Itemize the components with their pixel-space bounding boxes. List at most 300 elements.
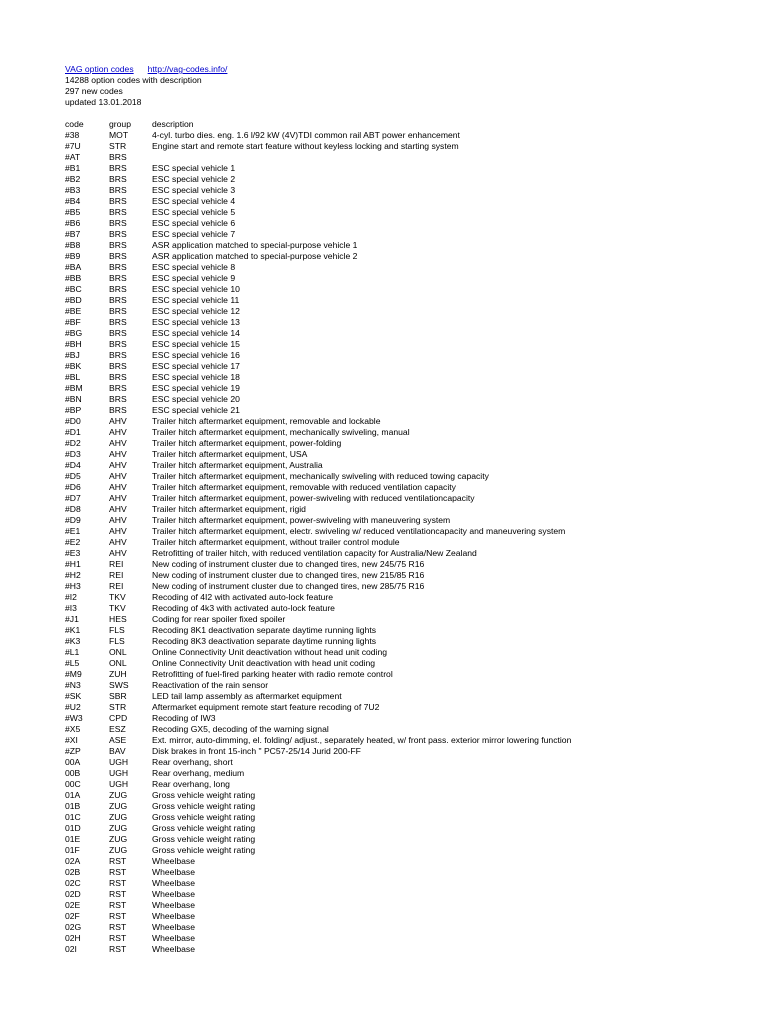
group-cell: RST <box>109 900 127 910</box>
code-cell: #D8 <box>65 504 81 514</box>
description-cell: Aftermarket equipment remote start feature recoding of 7U2 <box>152 702 380 712</box>
code-cell: 01D <box>65 823 81 833</box>
group-cell: BRS <box>109 350 127 360</box>
description-cell: Wheelbase <box>152 933 195 943</box>
code-cell: #H2 <box>65 570 81 580</box>
code-cell: #D1 <box>65 427 81 437</box>
table-row <box>65 152 745 163</box>
table-row <box>65 295 745 306</box>
code-cell: #D2 <box>65 438 81 448</box>
description-cell: ESC special vehicle 13 <box>152 317 240 327</box>
group-cell: AHV <box>109 438 127 448</box>
code-cell: #E1 <box>65 526 81 536</box>
group-cell: BRS <box>109 405 127 415</box>
description-cell: Trailer hitch aftermarket equipment, USA <box>152 449 308 459</box>
table-row <box>65 801 745 812</box>
group-cell: ZUG <box>109 834 128 844</box>
code-cell: #BK <box>65 361 82 371</box>
code-table-body <box>65 130 745 955</box>
code-cell: #K1 <box>65 625 81 635</box>
group-cell: AHV <box>109 504 127 514</box>
group-cell: BRS <box>109 284 127 294</box>
header-links <box>65 64 745 75</box>
table-row <box>65 449 745 460</box>
description-cell: ESC special vehicle 5 <box>152 207 236 217</box>
table-row <box>65 526 745 537</box>
table-row <box>65 185 745 196</box>
table-row <box>65 823 745 834</box>
code-cell: 01B <box>65 801 81 811</box>
table-row <box>65 911 745 922</box>
table-row <box>65 438 745 449</box>
table-row <box>65 405 745 416</box>
table-row <box>65 482 745 493</box>
table-row <box>65 790 745 801</box>
code-cell: #I2 <box>65 592 77 602</box>
description-cell: Wheelbase <box>152 856 195 866</box>
table-row <box>65 284 745 295</box>
description-cell: Disk brakes in front 15-inch " PC57-25/14 Jurid 200-FF <box>152 746 361 756</box>
group-cell: BRS <box>109 361 127 371</box>
column-header-code: code <box>65 119 84 129</box>
table-row <box>65 394 745 405</box>
code-cell: #D6 <box>65 482 81 492</box>
table-row <box>65 922 745 933</box>
group-cell: RST <box>109 856 127 866</box>
table-row <box>65 361 745 372</box>
table-row <box>65 141 745 152</box>
description-cell <box>152 152 745 163</box>
table-row <box>65 416 745 427</box>
description-cell: ASR application matched to special-purpose vehicle 1 <box>152 240 358 250</box>
table-row <box>65 658 745 669</box>
description-cell: New coding of instrument cluster due to changed tires, new 285/75 R16 <box>152 581 425 591</box>
group-cell: FLS <box>109 636 125 646</box>
description-cell: Ext. mirror, auto-dimming, el. folding/ adjust., separately heated, w/ front pass. exterior mirror lowering function <box>152 735 572 745</box>
table-row <box>65 625 745 636</box>
table-row <box>65 889 745 900</box>
code-cell: #XI <box>65 735 78 745</box>
code-cell: #L1 <box>65 647 80 657</box>
group-cell: BRS <box>109 295 127 305</box>
description-cell: ESC special vehicle 4 <box>152 196 236 206</box>
column-header-description: description <box>152 119 194 129</box>
description-cell: Gross vehicle weight rating <box>152 790 256 800</box>
group-cell: REI <box>109 559 124 569</box>
group-cell: BRS <box>109 152 127 162</box>
group-cell: UGH <box>109 757 129 767</box>
description-cell: Wheelbase <box>152 922 195 932</box>
code-cell: #E2 <box>65 537 81 547</box>
table-row <box>65 218 745 229</box>
code-cell: #E3 <box>65 548 81 558</box>
group-cell: BRS <box>109 339 127 349</box>
code-cell: 02I <box>65 944 77 954</box>
description-cell: ESC special vehicle 21 <box>152 405 240 415</box>
code-cell: #B5 <box>65 207 81 217</box>
group-cell: BRS <box>109 229 127 239</box>
code-cell: #D0 <box>65 416 81 426</box>
table-row <box>65 493 745 504</box>
description-cell: ESC special vehicle 11 <box>152 295 240 305</box>
group-cell: UGH <box>109 768 129 778</box>
description-cell: ESC special vehicle 19 <box>152 383 240 393</box>
table-row <box>65 163 745 174</box>
code-cell: #W3 <box>65 713 83 723</box>
description-cell: ESC special vehicle 15 <box>152 339 240 349</box>
group-cell: BRS <box>109 196 127 206</box>
table-row <box>65 427 745 438</box>
table-row <box>65 845 745 856</box>
description-cell: Gross vehicle weight rating <box>152 834 256 844</box>
table-row <box>65 174 745 185</box>
table-row <box>65 834 745 845</box>
code-cell: #M9 <box>65 669 82 679</box>
code-cell: 02A <box>65 856 81 866</box>
table-row <box>65 944 745 955</box>
group-cell: AHV <box>109 460 127 470</box>
group-cell: BRS <box>109 394 127 404</box>
table-row <box>65 735 745 746</box>
description-cell: Trailer hitch aftermarket equipment, Australia <box>152 460 323 470</box>
description-cell: ESC special vehicle 1 <box>152 163 236 173</box>
group-cell: ZUH <box>109 669 127 679</box>
description-cell: Gross vehicle weight rating <box>152 823 256 833</box>
group-cell: ZUG <box>109 823 128 833</box>
description-cell: ESC special vehicle 18 <box>152 372 240 382</box>
code-cell: #B6 <box>65 218 81 228</box>
table-row <box>65 878 745 889</box>
group-cell: TKV <box>109 603 126 613</box>
table-row <box>65 130 745 141</box>
code-cell: 02D <box>65 889 81 899</box>
code-cell: #BP <box>65 405 82 415</box>
code-cell: #D5 <box>65 471 81 481</box>
table-row <box>65 240 745 251</box>
table-row <box>65 581 745 592</box>
description-cell: Reactivation of the rain sensor <box>152 680 269 690</box>
code-cell: #B1 <box>65 163 81 173</box>
table-row <box>65 262 745 273</box>
description-cell: Recoding 8K1 deactivation separate daytime running lights <box>152 625 377 635</box>
code-cell: #K3 <box>65 636 81 646</box>
description-cell: Wheelbase <box>152 944 195 954</box>
code-cell: #J1 <box>65 614 79 624</box>
table-row <box>65 812 745 823</box>
document-page <box>65 64 745 955</box>
table-row <box>65 647 745 658</box>
table-row <box>65 768 745 779</box>
table-row <box>65 779 745 790</box>
updated-line: updated 13.01.2018 <box>65 97 142 107</box>
group-cell: RST <box>109 911 127 921</box>
description-cell: Wheelbase <box>152 878 195 888</box>
description-cell: New coding of instrument cluster due to changed tires, new 215/85 R16 <box>152 570 425 580</box>
description-cell: ASR application matched to special-purpose vehicle 2 <box>152 251 358 261</box>
group-cell: REI <box>109 581 124 591</box>
description-cell: Online Connectivity Unit deactivation without head unit coding <box>152 647 388 657</box>
table-row <box>65 273 745 284</box>
code-cell: #X5 <box>65 724 81 734</box>
table-row <box>65 691 745 702</box>
header-spacer <box>65 108 745 119</box>
code-cell: 01E <box>65 834 81 844</box>
description-cell: Recoding GX5, decoding of the warning signal <box>152 724 329 734</box>
group-cell: MOT <box>109 130 129 140</box>
description-cell: ESC special vehicle 20 <box>152 394 240 404</box>
site-url-link[interactable]: http://vag-codes.info/ <box>147 64 228 74</box>
group-cell: AHV <box>109 471 127 481</box>
description-cell: Recoding of 4I2 with activated auto-lock feature <box>152 592 334 602</box>
description-cell: Engine start and remote start feature without keyless locking and starting system <box>152 141 459 151</box>
description-cell: Recoding of 4k3 with activated auto-lock feature <box>152 603 335 613</box>
group-cell: AHV <box>109 427 127 437</box>
description-cell: Trailer hitch aftermarket equipment, mechanically swiveling, manual <box>152 427 410 437</box>
group-cell: RST <box>109 889 127 899</box>
code-cell: #SK <box>65 691 82 701</box>
group-cell: AHV <box>109 482 127 492</box>
table-row <box>65 229 745 240</box>
code-cell: #BF <box>65 317 81 327</box>
description-cell: Wheelbase <box>152 911 195 921</box>
description-cell: Gross vehicle weight rating <box>152 812 256 822</box>
description-cell: LED tail lamp assembly as aftermarket equipment <box>152 691 342 701</box>
group-cell: BRS <box>109 163 127 173</box>
group-cell: ZUG <box>109 845 128 855</box>
group-cell: STR <box>109 141 127 151</box>
description-cell: ESC special vehicle 9 <box>152 273 236 283</box>
code-cell: #U2 <box>65 702 81 712</box>
group-cell: RST <box>109 944 127 954</box>
table-row <box>65 350 745 361</box>
code-cell: 01C <box>65 812 81 822</box>
group-cell: UGH <box>109 779 129 789</box>
group-cell: AHV <box>109 416 127 426</box>
code-cell: #B8 <box>65 240 81 250</box>
group-cell: AHV <box>109 526 127 536</box>
code-cell: #BJ <box>65 350 80 360</box>
description-cell: ESC special vehicle 2 <box>152 174 236 184</box>
code-cell: #BM <box>65 383 83 393</box>
new-codes-line: 297 new codes <box>65 86 123 96</box>
group-cell: BRS <box>109 251 127 261</box>
code-cell: #B2 <box>65 174 81 184</box>
description-cell: ESC special vehicle 14 <box>152 328 240 338</box>
code-cell: 01A <box>65 790 81 800</box>
table-row <box>65 504 745 515</box>
description-cell: Online Connectivity Unit deactivation with head unit coding <box>152 658 376 668</box>
code-cell: #B4 <box>65 196 81 206</box>
group-cell: BRS <box>109 328 127 338</box>
table-row <box>65 669 745 680</box>
group-cell: ZUG <box>109 790 128 800</box>
code-cell: #B7 <box>65 229 81 239</box>
group-cell: BRS <box>109 185 127 195</box>
description-cell: Trailer hitch aftermarket equipment, without trailer control module <box>152 537 400 547</box>
code-cell: 02H <box>65 933 81 943</box>
group-cell: BRS <box>109 317 127 327</box>
group-cell: BRS <box>109 218 127 228</box>
table-row <box>65 746 745 757</box>
code-cell: #H1 <box>65 559 81 569</box>
column-header-group: group <box>109 119 131 129</box>
code-cell: #BD <box>65 295 82 305</box>
description-cell: ESC special vehicle 16 <box>152 350 240 360</box>
table-row <box>65 680 745 691</box>
group-cell: AHV <box>109 493 127 503</box>
table-row <box>65 372 745 383</box>
description-cell: Retrofitting of fuel-fired parking heater with radio remote control <box>152 669 393 679</box>
table-row <box>65 603 745 614</box>
code-cell: #BL <box>65 372 81 382</box>
description-cell: Trailer hitch aftermarket equipment, removable and lockable <box>152 416 381 426</box>
group-cell: BRS <box>109 273 127 283</box>
column-header-row <box>65 119 745 130</box>
description-cell: Recoding of IW3 <box>152 713 216 723</box>
table-row <box>65 636 745 647</box>
group-cell: BRS <box>109 306 127 316</box>
table-row <box>65 537 745 548</box>
code-cell: 02B <box>65 867 81 877</box>
description-cell: Trailer hitch aftermarket equipment, power-swiveling with maneuvering system <box>152 515 451 525</box>
group-cell: BRS <box>109 383 127 393</box>
code-cell: 00A <box>65 757 81 767</box>
description-cell: Gross vehicle weight rating <box>152 801 256 811</box>
code-cell: #D3 <box>65 449 81 459</box>
table-row <box>65 196 745 207</box>
description-cell: Retrofitting of trailer hitch, with reduced ventilation capacity for Australia/New Zealand <box>152 548 477 558</box>
table-row <box>65 559 745 570</box>
code-cell: 02C <box>65 878 81 888</box>
description-cell: ESC special vehicle 7 <box>152 229 236 239</box>
group-cell: BRS <box>109 262 127 272</box>
table-row <box>65 570 745 581</box>
description-cell: New coding of instrument cluster due to changed tires, new 245/75 R16 <box>152 559 425 569</box>
table-row <box>65 900 745 911</box>
group-cell: AHV <box>109 548 127 558</box>
code-cell: 00C <box>65 779 81 789</box>
description-cell: Gross vehicle weight rating <box>152 845 256 855</box>
code-cell: 01F <box>65 845 80 855</box>
table-row <box>65 867 745 878</box>
group-cell: AHV <box>109 449 127 459</box>
table-row <box>65 724 745 735</box>
group-cell: FLS <box>109 625 125 635</box>
description-cell: 4-cyl. turbo dies. eng. 1.6 l/92 kW (4V)TDI common rail ABT power enhancement <box>152 130 460 140</box>
code-cell: #D4 <box>65 460 81 470</box>
code-cell: #BH <box>65 339 82 349</box>
code-cell: #7U <box>65 141 81 151</box>
table-row <box>65 515 745 526</box>
title-link[interactable]: VAG option codes <box>65 64 134 74</box>
group-cell: RST <box>109 933 127 943</box>
group-cell: ONL <box>109 658 127 668</box>
table-row <box>65 614 745 625</box>
description-cell: Trailer hitch aftermarket equipment, electr. swiveling w/ reduced ventilationcapacity and maneuvering system <box>152 526 566 536</box>
group-cell: HES <box>109 614 127 624</box>
code-cell: #38 <box>65 130 80 140</box>
code-cell: 02G <box>65 922 82 932</box>
description-cell: Trailer hitch aftermarket equipment, rigid <box>152 504 306 514</box>
code-cell: 00B <box>65 768 81 778</box>
description-cell: Trailer hitch aftermarket equipment, mechanically swiveling with reduced towing capacity <box>152 471 489 481</box>
group-cell: SBR <box>109 691 127 701</box>
code-cell: #B9 <box>65 251 81 261</box>
code-cell: #N3 <box>65 680 81 690</box>
code-cell: #B3 <box>65 185 81 195</box>
group-cell: ZUG <box>109 812 128 822</box>
description-cell: Trailer hitch aftermarket equipment, power-swiveling with reduced ventilationcapacity <box>152 493 475 503</box>
description-cell: Trailer hitch aftermarket equipment, power-folding <box>152 438 342 448</box>
group-cell: BRS <box>109 174 127 184</box>
table-row <box>65 548 745 559</box>
table-row <box>65 592 745 603</box>
table-row <box>65 328 745 339</box>
group-cell: ESZ <box>109 724 126 734</box>
group-cell: ASE <box>109 735 127 745</box>
description-cell: ESC special vehicle 8 <box>152 262 236 272</box>
description-cell: Wheelbase <box>152 867 195 877</box>
table-row <box>65 460 745 471</box>
group-cell: RST <box>109 867 127 877</box>
description-cell: Rear overhang, long <box>152 779 230 789</box>
code-cell: #D9 <box>65 515 81 525</box>
group-cell: ZUG <box>109 801 128 811</box>
group-cell: TKV <box>109 592 126 602</box>
code-cell: #AT <box>65 152 81 162</box>
table-row <box>65 317 745 328</box>
code-cell: #ZP <box>65 746 81 756</box>
group-cell: RST <box>109 922 127 932</box>
code-cell: 02E <box>65 900 81 910</box>
table-row <box>65 339 745 350</box>
group-cell: REI <box>109 570 124 580</box>
group-cell: ONL <box>109 647 127 657</box>
code-cell: #BE <box>65 306 82 316</box>
code-cell: #H3 <box>65 581 81 591</box>
description-cell: Recoding 8K3 deactivation separate daytime running lights <box>152 636 377 646</box>
description-cell: Coding for rear spoiler fixed spoiler <box>152 614 286 624</box>
description-cell: ESC special vehicle 10 <box>152 284 240 294</box>
description-cell: ESC special vehicle 17 <box>152 361 240 371</box>
table-row <box>65 251 745 262</box>
group-cell: BAV <box>109 746 126 756</box>
description-cell: ESC special vehicle 3 <box>152 185 236 195</box>
table-row <box>65 383 745 394</box>
code-cell: #I3 <box>65 603 77 613</box>
group-cell: RST <box>109 878 127 888</box>
group-cell: CPD <box>109 713 128 723</box>
description-cell: ESC special vehicle 12 <box>152 306 240 316</box>
description-cell: Rear overhang, medium <box>152 768 245 778</box>
description-cell: Rear overhang, short <box>152 757 233 767</box>
group-cell: STR <box>109 702 127 712</box>
code-cell: #BA <box>65 262 82 272</box>
group-cell: SWS <box>109 680 129 690</box>
code-cell: 02F <box>65 911 80 921</box>
code-cell: #D7 <box>65 493 81 503</box>
table-row <box>65 856 745 867</box>
description-cell: Trailer hitch aftermarket equipment, removable with reduced ventilation capacity <box>152 482 456 492</box>
code-cell: #BB <box>65 273 82 283</box>
description-cell: Wheelbase <box>152 889 195 899</box>
description-cell: Wheelbase <box>152 900 195 910</box>
table-row <box>65 471 745 482</box>
group-cell: BRS <box>109 240 127 250</box>
table-row <box>65 306 745 317</box>
group-cell: AHV <box>109 515 127 525</box>
table-row <box>65 933 745 944</box>
